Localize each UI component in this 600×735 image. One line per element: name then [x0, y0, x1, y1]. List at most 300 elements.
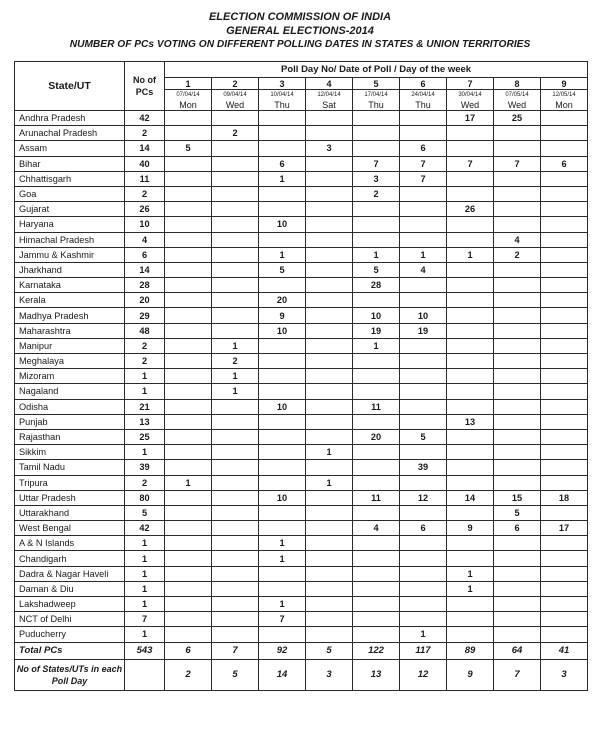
poll-day-value-cell — [353, 566, 400, 581]
table-row — [15, 414, 588, 429]
poll-day-value-cell — [353, 126, 400, 141]
poll-day-value-cell — [306, 627, 353, 642]
poll-day-value-cell — [400, 597, 447, 612]
poll-day-value-cell — [494, 323, 541, 338]
table-row — [15, 505, 588, 520]
table-header — [15, 62, 588, 111]
poll-day-value-cell — [306, 262, 353, 277]
table-row — [15, 627, 588, 642]
poll-day-value-cell — [400, 111, 447, 126]
poll-day-value-cell: 12 — [400, 659, 447, 690]
poll-day-value-cell — [541, 475, 588, 490]
poll-day-value-cell — [212, 414, 259, 429]
poll-day-value-cell — [541, 536, 588, 551]
poll-day-value-cell — [353, 551, 400, 566]
poll-day-value-cell: 4 — [400, 262, 447, 277]
poll-day-value-cell — [541, 551, 588, 566]
poll-day-value-cell — [447, 597, 494, 612]
column-header-pcs: No of PCs — [125, 62, 165, 111]
poll-day-value-cell — [259, 232, 306, 247]
poll-date: 07/04/14 — [165, 90, 212, 100]
poll-day-value-cell: 1 — [447, 247, 494, 262]
poll-day-value-cell: 7 — [494, 156, 541, 171]
table-row — [15, 156, 588, 171]
poll-day-value-cell — [447, 126, 494, 141]
poll-day-value-cell — [165, 354, 212, 369]
poll-day-value-cell — [447, 369, 494, 384]
table-row — [15, 475, 588, 490]
poll-day-value-cell — [447, 171, 494, 186]
poll-day-value-cell — [541, 126, 588, 141]
poll-day-value-cell — [400, 384, 447, 399]
poll-day-value-cell: 14 — [259, 659, 306, 690]
state-name-cell: Uttarakhand — [15, 505, 125, 520]
poll-day-value-cell — [259, 429, 306, 444]
pcs-count-cell: 10 — [125, 217, 165, 232]
poll-day-value-cell — [353, 354, 400, 369]
poll-day-value-cell: 7 — [400, 156, 447, 171]
poll-day-value-cell: 1 — [306, 445, 353, 460]
state-name-cell: Goa — [15, 186, 125, 201]
poll-day-value-cell — [447, 323, 494, 338]
poll-day-value-cell — [494, 171, 541, 186]
poll-day-value-cell — [400, 338, 447, 353]
poll-day-value-cell: 3 — [306, 141, 353, 156]
poll-day-value-cell: 64 — [494, 642, 541, 659]
poll-day-value-cell — [259, 414, 306, 429]
state-name-cell: Chhattisgarh — [15, 171, 125, 186]
poll-day-value-cell: 117 — [400, 642, 447, 659]
poll-day-value-cell — [259, 354, 306, 369]
poll-day-value-cell: 2 — [212, 354, 259, 369]
poll-day-value-cell — [212, 581, 259, 596]
poll-day-value-cell — [306, 384, 353, 399]
poll-day-value-cell: 5 — [494, 505, 541, 520]
poll-day-value-cell — [447, 338, 494, 353]
poll-day-value-cell: 1 — [259, 597, 306, 612]
poll-day-value-cell — [494, 597, 541, 612]
poll-day-value-cell — [259, 141, 306, 156]
state-name-cell: Maharashtra — [15, 323, 125, 338]
poll-day-value-cell — [447, 612, 494, 627]
poll-day-value-cell: 7 — [400, 171, 447, 186]
poll-day-value-cell — [541, 308, 588, 323]
poll-day-value-cell — [212, 505, 259, 520]
poll-day-value-cell — [400, 414, 447, 429]
poll-day-value-cell — [259, 505, 306, 520]
poll-day-value-cell: 1 — [353, 338, 400, 353]
poll-day-value-cell — [212, 551, 259, 566]
poll-day-value-cell — [212, 429, 259, 444]
poll-day-value-cell — [165, 369, 212, 384]
poll-day-value-cell — [494, 627, 541, 642]
poll-day-value-cell — [447, 445, 494, 460]
poll-day-value-cell: 6 — [259, 156, 306, 171]
table-row — [15, 262, 588, 277]
poll-day-value-cell — [165, 186, 212, 201]
poll-day-value-cell — [541, 581, 588, 596]
state-name-cell: Kerala — [15, 293, 125, 308]
pcs-count-cell: 543 — [125, 642, 165, 659]
poll-date: 24/04/14 — [400, 90, 447, 100]
poll-day-value-cell: 89 — [447, 642, 494, 659]
poll-day-value-cell — [494, 126, 541, 141]
poll-day-value-cell — [353, 202, 400, 217]
poll-day-value-cell: 11 — [353, 399, 400, 414]
poll-day-value-cell — [165, 247, 212, 262]
pcs-count-cell: 40 — [125, 156, 165, 171]
poll-day-value-cell — [306, 429, 353, 444]
poll-day-value-cell: 41 — [541, 642, 588, 659]
table-row — [15, 202, 588, 217]
poll-day-value-cell — [212, 323, 259, 338]
table-row — [15, 445, 588, 460]
poll-day-value-cell — [447, 186, 494, 201]
poll-day-number: 7 — [447, 78, 494, 90]
poll-day-value-cell — [212, 627, 259, 642]
poll-day-value-cell — [400, 399, 447, 414]
poll-day-value-cell — [541, 369, 588, 384]
state-name-cell: Jammu & Kashmir — [15, 247, 125, 262]
poll-day-value-cell — [165, 323, 212, 338]
poll-day-value-cell — [541, 414, 588, 429]
poll-day-value-cell — [165, 126, 212, 141]
table-row — [15, 369, 588, 384]
poll-day-value-cell — [400, 551, 447, 566]
poll-date: 10/04/14 — [259, 90, 306, 100]
poll-day-value-cell — [306, 597, 353, 612]
poll-day-value-cell: 10 — [259, 490, 306, 505]
poll-day-value-cell — [494, 445, 541, 460]
poll-day-value-cell: 9 — [447, 659, 494, 690]
pcs-count-cell: 4 — [125, 232, 165, 247]
pcs-count-cell: 20 — [125, 293, 165, 308]
state-name-cell: Jharkhand — [15, 262, 125, 277]
poll-day-value-cell — [541, 262, 588, 277]
poll-day-value-cell — [447, 354, 494, 369]
poll-day-value-cell: 6 — [400, 521, 447, 536]
poll-day-value-cell: 10 — [353, 308, 400, 323]
poll-day-value-cell — [494, 429, 541, 444]
poll-day-value-cell: 12 — [400, 490, 447, 505]
poll-day-value-cell: 5 — [259, 262, 306, 277]
poll-day-value-cell — [306, 171, 353, 186]
column-header-poll-day: Poll Day No/ Date of Poll / Day of the week — [165, 62, 588, 78]
poll-weekday: Thu — [353, 99, 400, 111]
poll-day-value-cell — [400, 475, 447, 490]
poll-day-value-cell: 2 — [165, 659, 212, 690]
poll-day-value-cell — [353, 612, 400, 627]
poll-day-value-cell — [165, 384, 212, 399]
poll-day-value-cell — [212, 262, 259, 277]
column-header-state: State/UT — [15, 62, 125, 111]
poll-day-value-cell — [447, 217, 494, 232]
poll-day-value-cell — [494, 399, 541, 414]
poll-day-value-cell — [259, 338, 306, 353]
table-row — [15, 399, 588, 414]
pcs-count-cell: 21 — [125, 399, 165, 414]
poll-day-value-cell — [306, 612, 353, 627]
poll-day-value-cell: 14 — [447, 490, 494, 505]
poll-day-number: 9 — [541, 78, 588, 90]
pcs-count-cell: 2 — [125, 354, 165, 369]
poll-day-value-cell: 2 — [494, 247, 541, 262]
state-name-cell: Haryana — [15, 217, 125, 232]
state-name-cell: Meghalaya — [15, 354, 125, 369]
poll-day-value-cell: 5 — [165, 141, 212, 156]
poll-day-value-cell — [494, 338, 541, 353]
poll-day-value-cell — [400, 126, 447, 141]
pcs-count-cell: 14 — [125, 262, 165, 277]
table-body — [15, 111, 588, 691]
poll-day-value-cell: 17 — [447, 111, 494, 126]
poll-day-value-cell — [259, 126, 306, 141]
state-name-cell: Tamil Nadu — [15, 460, 125, 475]
poll-day-value-cell: 6 — [541, 156, 588, 171]
poll-day-value-cell: 10 — [259, 399, 306, 414]
states-count-row — [15, 659, 588, 690]
poll-day-value-cell — [259, 460, 306, 475]
table-row — [15, 111, 588, 126]
pcs-count-cell: 11 — [125, 171, 165, 186]
poll-day-value-cell — [212, 612, 259, 627]
poll-day-value-cell — [447, 262, 494, 277]
poll-day-value-cell — [400, 278, 447, 293]
poll-day-value-cell — [494, 278, 541, 293]
poll-day-value-cell — [400, 536, 447, 551]
poll-day-value-cell — [541, 354, 588, 369]
poll-day-value-cell — [541, 141, 588, 156]
poll-day-value-cell — [400, 232, 447, 247]
poll-day-value-cell: 13 — [353, 659, 400, 690]
poll-day-value-cell — [353, 505, 400, 520]
poll-day-value-cell — [353, 141, 400, 156]
poll-day-value-cell: 13 — [447, 414, 494, 429]
poll-day-value-cell — [306, 323, 353, 338]
poll-day-value-cell — [353, 369, 400, 384]
poll-day-value-cell: 39 — [400, 460, 447, 475]
poll-day-value-cell — [541, 612, 588, 627]
poll-day-value-cell — [259, 186, 306, 201]
poll-day-value-cell — [165, 490, 212, 505]
poll-schedule-table — [14, 61, 588, 691]
poll-day-value-cell: 4 — [353, 521, 400, 536]
state-name-cell: Dadra & Nagar Haveli — [15, 566, 125, 581]
poll-day-value-cell — [447, 293, 494, 308]
poll-day-value-cell — [494, 293, 541, 308]
poll-day-value-cell: 1 — [259, 247, 306, 262]
poll-day-value-cell: 2 — [353, 186, 400, 201]
poll-day-value-cell — [541, 460, 588, 475]
poll-day-value-cell — [165, 551, 212, 566]
poll-day-value-cell — [306, 505, 353, 520]
poll-day-value-cell — [494, 414, 541, 429]
poll-day-value-cell — [306, 566, 353, 581]
state-name-cell: Sikkim — [15, 445, 125, 460]
poll-day-value-cell — [494, 475, 541, 490]
pcs-count-cell: 1 — [125, 581, 165, 596]
document-title: ELECTION COMMISSION OF INDIA — [208, 11, 392, 23]
poll-day-number: 4 — [306, 78, 353, 90]
poll-weekday: Thu — [259, 99, 306, 111]
table-row — [15, 536, 588, 551]
state-name-cell: Rajasthan — [15, 429, 125, 444]
pcs-count-cell: 6 — [125, 247, 165, 262]
poll-day-value-cell — [306, 551, 353, 566]
pcs-count-cell: 2 — [125, 475, 165, 490]
poll-day-value-cell — [165, 536, 212, 551]
poll-day-value-cell — [165, 217, 212, 232]
table-row — [15, 354, 588, 369]
poll-date: 09/04/14 — [212, 90, 259, 100]
total-row — [15, 642, 588, 659]
state-name-cell: Arunachal Pradesh — [15, 126, 125, 141]
table-row — [15, 186, 588, 201]
poll-day-value-cell — [259, 445, 306, 460]
poll-day-value-cell — [212, 247, 259, 262]
table-row — [15, 171, 588, 186]
pcs-count-cell: 13 — [125, 414, 165, 429]
pcs-count-cell: 1 — [125, 627, 165, 642]
poll-day-value-cell — [306, 202, 353, 217]
poll-day-value-cell: 10 — [259, 217, 306, 232]
poll-day-value-cell — [259, 278, 306, 293]
poll-day-value-cell — [306, 369, 353, 384]
poll-day-value-cell — [541, 293, 588, 308]
poll-day-number: 3 — [259, 78, 306, 90]
poll-day-value-cell: 7 — [494, 659, 541, 690]
poll-day-value-cell: 11 — [353, 490, 400, 505]
poll-weekday: Sat — [306, 99, 353, 111]
table-row — [15, 581, 588, 596]
poll-day-value-cell — [306, 278, 353, 293]
poll-day-value-cell — [306, 399, 353, 414]
poll-day-value-cell — [447, 384, 494, 399]
poll-day-value-cell: 6 — [494, 521, 541, 536]
poll-day-value-cell — [165, 429, 212, 444]
poll-day-value-cell — [306, 247, 353, 262]
poll-day-value-cell — [494, 262, 541, 277]
poll-day-value-cell: 5 — [212, 659, 259, 690]
poll-day-number: 1 — [165, 78, 212, 90]
poll-day-value-cell: 20 — [259, 293, 306, 308]
poll-day-value-cell — [212, 521, 259, 536]
pcs-count-cell: 1 — [125, 536, 165, 551]
poll-day-value-cell — [165, 627, 212, 642]
poll-day-value-cell — [494, 354, 541, 369]
poll-day-value-cell — [212, 202, 259, 217]
poll-day-value-cell: 10 — [400, 308, 447, 323]
state-name-cell: Odisha — [15, 399, 125, 414]
poll-day-value-cell — [541, 202, 588, 217]
poll-day-value-cell — [259, 475, 306, 490]
poll-day-value-cell — [494, 384, 541, 399]
poll-day-value-cell — [353, 460, 400, 475]
poll-day-value-cell — [400, 293, 447, 308]
pcs-count-cell: 14 — [125, 141, 165, 156]
poll-day-value-cell — [165, 566, 212, 581]
poll-day-value-cell — [494, 141, 541, 156]
poll-day-value-cell — [212, 308, 259, 323]
table-caption: NUMBER OF PCs VOTING ON DIFFERENT POLLING DATES IN STATES & UNION TERRITORIES — [69, 39, 531, 50]
poll-day-value-cell: 92 — [259, 642, 306, 659]
poll-day-value-cell — [400, 566, 447, 581]
poll-day-value-cell — [165, 202, 212, 217]
poll-day-value-cell — [306, 414, 353, 429]
poll-day-value-cell — [353, 111, 400, 126]
poll-day-value-cell — [165, 460, 212, 475]
poll-day-value-cell — [212, 111, 259, 126]
poll-day-value-cell — [353, 597, 400, 612]
pcs-count-cell: 1 — [125, 566, 165, 581]
poll-day-number: 5 — [353, 78, 400, 90]
state-name-cell: Chandigarh — [15, 551, 125, 566]
pcs-count-cell: 42 — [125, 521, 165, 536]
poll-day-value-cell — [306, 521, 353, 536]
poll-day-value-cell — [212, 217, 259, 232]
pcs-count-cell: 2 — [125, 186, 165, 201]
pcs-count-cell — [125, 659, 165, 690]
poll-day-value-cell: 17 — [541, 521, 588, 536]
pcs-count-cell: 26 — [125, 202, 165, 217]
poll-date: 30/04/14 — [447, 90, 494, 100]
poll-day-value-cell — [306, 186, 353, 201]
poll-day-value-cell — [165, 308, 212, 323]
poll-weekday: Mon — [165, 99, 212, 111]
poll-day-value-cell — [165, 414, 212, 429]
poll-day-value-cell — [212, 141, 259, 156]
poll-day-value-cell — [541, 505, 588, 520]
table-row — [15, 521, 588, 536]
poll-day-value-cell — [306, 232, 353, 247]
poll-day-value-cell — [494, 612, 541, 627]
table-row — [15, 323, 588, 338]
document-subtitle: GENERAL ELECTIONS-2014 — [226, 25, 374, 37]
poll-day-value-cell — [212, 278, 259, 293]
poll-day-value-cell — [165, 505, 212, 520]
pcs-count-cell: 1 — [125, 597, 165, 612]
poll-day-value-cell: 10 — [259, 323, 306, 338]
state-name-cell: Total PCs — [15, 642, 125, 659]
poll-day-value-cell — [400, 445, 447, 460]
table-row — [15, 551, 588, 566]
poll-day-value-cell — [494, 581, 541, 596]
poll-day-value-cell — [212, 399, 259, 414]
poll-day-value-cell — [400, 217, 447, 232]
poll-day-value-cell: 1 — [259, 536, 306, 551]
poll-day-value-cell: 20 — [353, 429, 400, 444]
table-row — [15, 217, 588, 232]
poll-day-value-cell: 19 — [353, 323, 400, 338]
poll-day-value-cell — [447, 551, 494, 566]
state-name-cell: Punjab — [15, 414, 125, 429]
table-row — [15, 293, 588, 308]
state-name-cell: Uttar Pradesh — [15, 490, 125, 505]
poll-weekday: Mon — [541, 99, 588, 111]
poll-day-value-cell: 1 — [165, 475, 212, 490]
poll-weekday: Wed — [447, 99, 494, 111]
poll-day-value-cell — [541, 323, 588, 338]
state-name-cell: Bihar — [15, 156, 125, 171]
state-name-cell: Karnataka — [15, 278, 125, 293]
poll-day-value-cell — [165, 597, 212, 612]
poll-day-value-cell: 28 — [353, 278, 400, 293]
poll-day-value-cell — [541, 597, 588, 612]
poll-date: 17/04/14 — [353, 90, 400, 100]
poll-day-value-cell — [306, 460, 353, 475]
poll-day-value-cell — [447, 232, 494, 247]
pcs-count-cell: 25 — [125, 429, 165, 444]
